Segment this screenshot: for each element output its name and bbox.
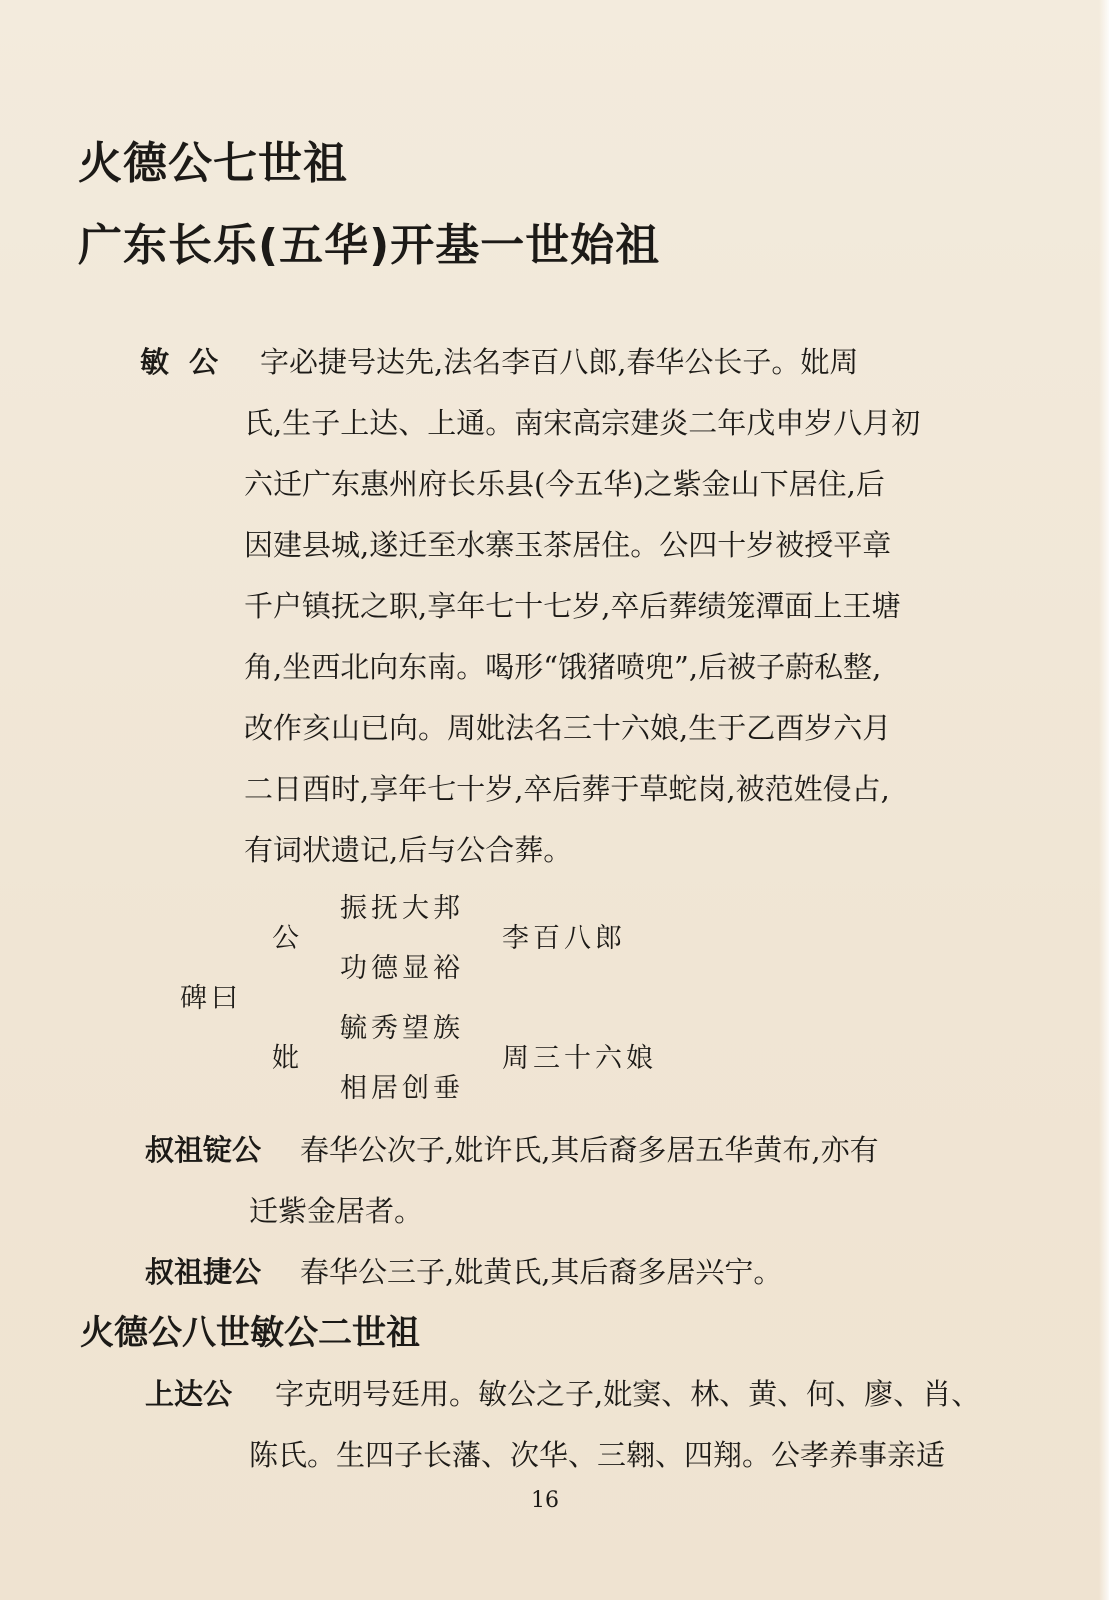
stele-husband-verse-2: 功德显裕 xyxy=(340,953,464,984)
text-line xyxy=(140,332,1010,393)
section-heading: 火德公八世敏公二世祖 xyxy=(80,1313,420,1353)
entry-ding-gong xyxy=(145,1120,1015,1242)
text-line: 陈氏。生四子长藩、次华、三翱、四翔。公孝养事亲适 xyxy=(249,1438,946,1472)
stele-wife-verse-2: 相居创垂 xyxy=(340,1073,464,1104)
entry-shangda-gong xyxy=(145,1364,1015,1486)
stele-husband-verse-1: 振抚大邦 xyxy=(340,893,464,924)
text-line xyxy=(145,1364,1015,1425)
text-line: 氏,生子上达、上通。南宋高宗建炎二年戊申岁八月初 xyxy=(244,406,921,440)
text-line: 迁紫金居者。 xyxy=(249,1194,424,1228)
entry-text: 春华公次子,妣许氏,其后裔多居五华黄布,亦有 xyxy=(300,1133,879,1167)
entry-heading: 上达公 xyxy=(145,1377,233,1411)
text-line: 因建县城,遂迁至水寨玉茶居住。公四十岁被授平章 xyxy=(244,528,892,562)
entry-jie-gong xyxy=(145,1242,1015,1303)
entry-heading: 叔祖捷公 xyxy=(145,1255,262,1289)
page-number: 16 xyxy=(531,1488,559,1513)
entry-min-gong xyxy=(140,332,1010,881)
text-line: 改作亥山已向。周妣法名三十六娘,生于乙酉岁六月 xyxy=(244,711,892,745)
text-line: 有词状遗记,后与公合葬。 xyxy=(244,833,573,867)
entry-text: 字必捷号达先,法名李百八郎,春华公长子。妣周 xyxy=(260,345,859,379)
entry-heading: 敏公 xyxy=(140,345,239,379)
stele-wife-role: 妣 xyxy=(272,1043,303,1074)
stele-husband-name: 李百八郎 xyxy=(502,923,626,954)
stele-husband-role: 公 xyxy=(272,923,303,954)
text-line xyxy=(145,1242,1015,1303)
text-line: 六迁广东惠州府长乐县(今五华)之紫金山下居住,后 xyxy=(244,467,885,501)
entry-text: 字克明号廷用。敏公之子,妣窦、林、黄、何、廖、肖、 xyxy=(275,1377,981,1411)
text-line: 角,坐西北向东南。喝形“饿猪喷兜”,后被子蔚私整, xyxy=(244,650,882,684)
stele-label: 碑曰 xyxy=(180,983,242,1014)
text-line: 千户镇抚之职,享年七十七岁,卒后葬绩笼潭面上王塘 xyxy=(244,589,901,623)
stele-wife-verse-1: 毓秀望族 xyxy=(340,1013,464,1044)
entry-heading: 叔祖锭公 xyxy=(145,1133,262,1167)
page-title-line-2: 广东长乐(五华)开基一世始祖 xyxy=(78,220,661,271)
text-line xyxy=(145,1120,1015,1181)
entry-text: 春华公三子,妣黄氏,其后裔多居兴宁。 xyxy=(300,1255,783,1289)
stele-wife-name: 周三十六娘 xyxy=(502,1043,657,1074)
page-title-line-1: 火德公七世祖 xyxy=(78,138,348,189)
text-line: 二日酉时,享年七十岁,卒后葬于草蛇岗,被范姓侵占, xyxy=(244,772,890,806)
